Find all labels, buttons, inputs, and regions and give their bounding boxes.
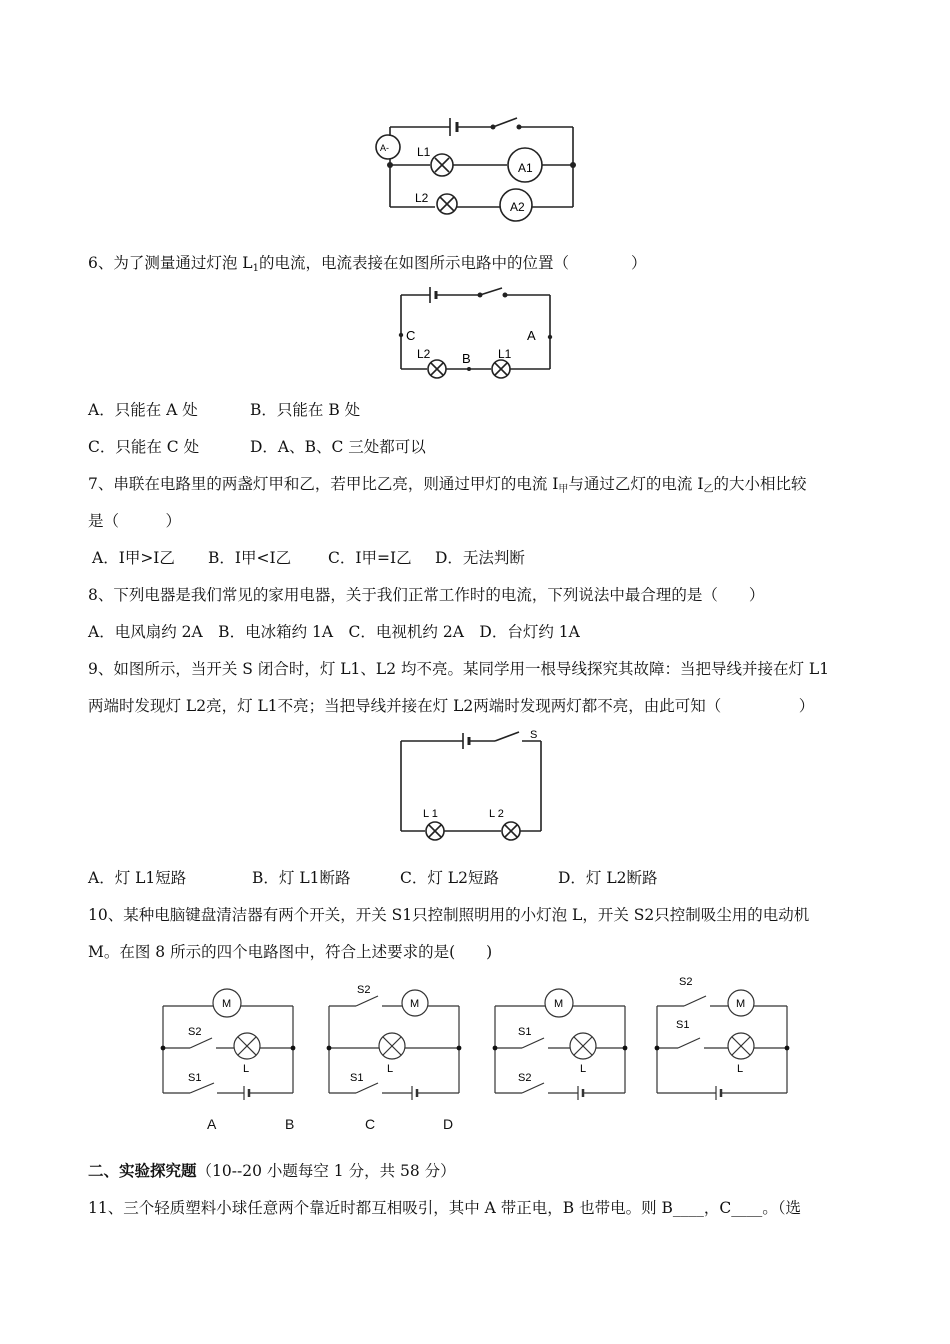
q9-option-b: B．灯 L1断路	[252, 869, 351, 887]
motor-label: M	[410, 998, 420, 1010]
q7-option-d: D．无法判断	[435, 549, 525, 567]
switch-s1-label: S1	[188, 1072, 202, 1084]
motor-label: M	[736, 998, 746, 1010]
lamp-l2-label: L 2	[489, 808, 504, 820]
q10-label-a: A	[207, 1116, 217, 1132]
top-circuit-diagram	[365, 110, 605, 220]
ammeter-a2-label: A2	[510, 200, 525, 214]
q9-option-c: C．灯 L2短路	[400, 869, 499, 887]
lamp-label: L	[580, 1063, 587, 1075]
q10-label-b: B	[285, 1116, 295, 1132]
q10-label-d: D	[443, 1116, 454, 1132]
q7-stem-line2: 是（ ）	[88, 512, 182, 530]
q7-option-c: C．I甲=I乙	[328, 549, 412, 567]
q10-stem-line2: M。在图 8 所示的四个电路图中，符合上述要求的是( )	[88, 943, 493, 961]
q8-stem: 8、下列电器是我们常见的家用电器，关于我们正常工作时的电流，下列说法中最合理的是（ ）	[88, 586, 765, 604]
q6-option-d: D．A、B、C 三处都可以	[250, 438, 426, 456]
q9-option-d: D．灯 L2断路	[558, 869, 658, 887]
point-b-label: B	[462, 351, 471, 366]
q10-circuit-a	[160, 990, 300, 1095]
lamp-l1-label: L1	[498, 347, 512, 361]
lamp-l2-label: L2	[417, 347, 431, 361]
lamp-l1-label: L1	[417, 145, 431, 159]
q10-circuit-d	[654, 976, 794, 1095]
q9-stem-line2: 两端时发现灯 L2亮，灯 L1不亮；当把导线并接在灯 L2两端时发现两灯都不亮，由此可知（ ）	[88, 697, 815, 715]
motor-label: M	[222, 998, 232, 1010]
q10-label-c: C	[365, 1116, 376, 1132]
q11-stem: 11、三个轻质塑料小球任意两个靠近时都互相吸引，其中 A 带正电，B 也带电。则 B____，C____。（选	[88, 1199, 802, 1217]
lamp-label: L	[737, 1063, 744, 1075]
switch-s2-label: S2	[679, 976, 693, 988]
point-a-label: A	[527, 328, 536, 343]
q7-option-b: B．I甲<I乙	[208, 549, 292, 567]
q8-options: A．电风扇约 2A B．电冰箱约 1A C．电视机约 2A D．台灯约 1A	[88, 623, 580, 641]
q6-stem: 6、为了测量通过灯泡 $L_1$的电流，电流表接在如图所示电路中的位置（ ）	[88, 254, 647, 274]
lamp-label: L	[387, 1063, 394, 1075]
q6-option-c: C．只能在 C 处	[88, 438, 200, 456]
switch-s-label: S	[530, 729, 538, 741]
q9-circuit-diagram	[395, 728, 555, 843]
ammeter-a1-label: A1	[518, 161, 533, 175]
q10-circuit-c	[492, 990, 632, 1095]
q10-stem-line1: 10、某种电脑键盘清洁器有两个开关，开关 S1只控制照明用的小灯泡 L，开关 S2只控制吸尘用的电动机	[88, 906, 810, 924]
q6-option-a: A．只能在 A 处	[88, 401, 198, 419]
motor-label: M	[554, 998, 564, 1010]
switch-s1-label: S1	[350, 1072, 364, 1084]
q7-stem-line1: 7、串联在电路里的两盏灯甲和乙，若甲比乙亮，则通过甲灯的电流 $I_甲$与通过乙灯的电流 $I_乙$的大小相比较	[88, 475, 807, 495]
ammeter-label: A-	[380, 143, 389, 153]
lamp-label: L	[243, 1063, 250, 1075]
q10-circuit-b	[326, 984, 466, 1095]
q6-circuit-diagram	[395, 283, 565, 378]
lamp-l1-label: L 1	[423, 808, 438, 820]
switch-s2-label: S2	[188, 1026, 202, 1038]
switch-s2-label: S2	[518, 1072, 532, 1084]
lamp-l2-label: L2	[415, 191, 429, 205]
q7-option-a: A．I甲>I乙	[92, 549, 175, 567]
point-c-label: C	[406, 328, 416, 343]
switch-s1-label: S1	[676, 1019, 690, 1031]
q6-option-b: B．只能在 B 处	[250, 401, 361, 419]
q9-option-a: A．灯 L1短路	[88, 869, 187, 887]
section-2-heading: 二、实验探究题（10--20 小题每空 1 分，共 58 分）	[88, 1161, 456, 1180]
switch-s2-label: S2	[357, 984, 371, 996]
switch-s1-label: S1	[518, 1026, 532, 1038]
q9-stem-line1: 9、如图所示，当开关 S 闭合时，灯 L1、L2 均不亮。某同学用一根导线探究其故障：当把导线并接在灯 L1	[88, 660, 830, 678]
